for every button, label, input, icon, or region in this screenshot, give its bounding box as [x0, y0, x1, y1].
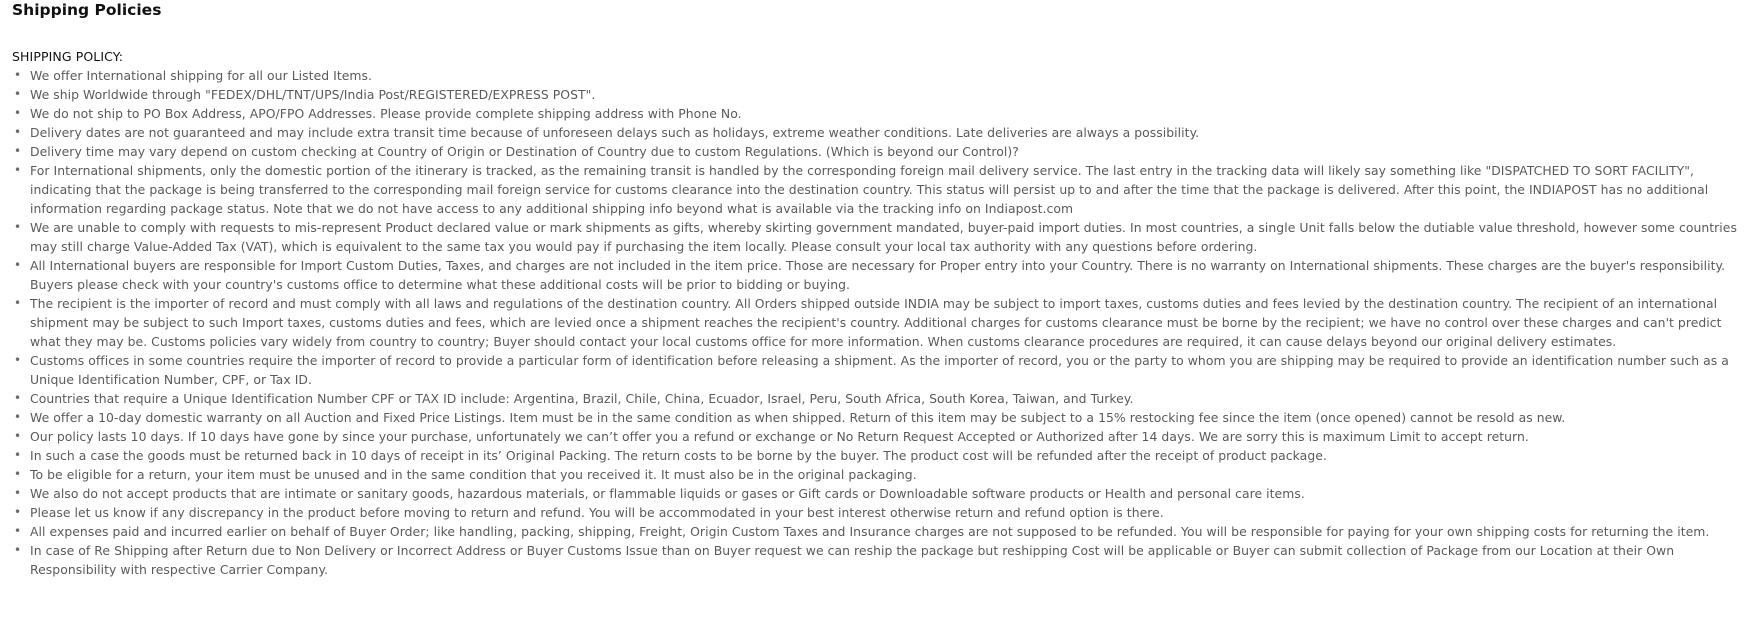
policy-item-text: In case of Re Shipping after Return due to Non Delivery or Incorrect Address or Buyer Customs Issue than on Buyer request we can reship the package but reshipping Cost will be applicable or Buyer can submit collection of Package from our Location at their Own Responsibility with respective Carrier Company. [30, 543, 1675, 577]
policy-list [12, 66, 1750, 579]
policy-item-text: Countries that require a Unique Identification Number CPF or TAX ID include: Argentina, Brazil, Chile, China, Ecuador, Israel, Peru, South Africa, South Korea, Taiwan, and Turkey. [30, 391, 1134, 406]
policy-item-text: All expenses paid and incurred earlier on behalf of Buyer Order; like handling, packing, shipping, Freight, Origin Custom Taxes and Insurance charges are not supposed to be refunded. You will be responsible for paying for your own shipping costs for returning the item. [30, 524, 1710, 539]
policy-item-text: We do not ship to PO Box Address, APO/FPO Addresses. Please provide complete shipping address with Phone No. [30, 106, 742, 121]
policy-item-text: For International shipments, only the domestic portion of the itinerary is tracked, as the remaining transit is handled by the corresponding foreign mail delivery service. The last entry in the tracking data will likely say something like "DISPATCHED TO SORT FACILITY", indicating that the package is being transferred to the corresponding mail foreign service for customs clearance into the destination country. This status will persist up to and after the time that the package is delivered. After this point, the INDIAPOST has no additional information regarding package status. Note that we do not have access to any additional shipping info beyond what is available via the tracking info on Indiapost.com [30, 163, 1709, 216]
policy-item-text: In such a case the goods must be returned back in 10 days of receipt in its’ Original Packing. The return costs to be borne by the buyer. The product cost will be refunded after the receipt of product package. [30, 448, 1327, 463]
policy-list-item [12, 446, 1750, 465]
policy-list-item [12, 218, 1750, 256]
bullet-icon: • [14, 353, 22, 367]
policy-item-text: Our policy lasts 10 days. If 10 days have gone by since your purchase, unfortunately we can’t offer you a refund or exchange or No Return Request Accepted or Authorized after 14 days. We are sorry this is maximum Limit to accept return. [30, 429, 1529, 444]
policy-list-item [12, 408, 1750, 427]
bullet-icon: • [14, 220, 22, 234]
policy-list-item [12, 123, 1750, 142]
policy-item-text: Delivery dates are not guaranteed and may include extra transit time because of unforeseen delays such as holidays, extreme weather conditions. Late deliveries are always a possibility. [30, 125, 1200, 140]
bullet-icon: • [14, 410, 22, 424]
bullet-icon: • [14, 258, 22, 272]
policy-item-text: We also do not accept products that are intimate or sanitary goods, hazardous materials, or flammable liquids or gases or Gift cards or Downloadable software products or Health and personal care items. [30, 486, 1305, 501]
bullet-icon: • [14, 87, 22, 101]
page-title: Shipping Policies [12, 1, 162, 19]
bullet-icon: • [14, 68, 22, 82]
policy-list-item [12, 85, 1750, 104]
policy-list-item [12, 465, 1750, 484]
bullet-icon: • [14, 296, 22, 310]
policy-list-item [12, 484, 1750, 503]
policy-list-item [12, 142, 1750, 161]
policy-list-item [12, 427, 1750, 446]
bullet-icon: • [14, 429, 22, 443]
policy-list-item [12, 161, 1750, 218]
policy-list-item [12, 503, 1750, 522]
policy-list-item [12, 104, 1750, 123]
bullet-icon: • [14, 125, 22, 139]
policy-item-text: We ship Worldwide through "FEDEX/DHL/TNT/UPS/India Post/REGISTERED/EXPRESS POST". [30, 87, 596, 102]
policy-item-text: All International buyers are responsible for Import Custom Duties, Taxes, and charges are not included in the item price. Those are necessary for Proper entry into your Country. There is no warranty on International shipments. These charges are the buyer's responsibility. Buyers please check with your country's customs office to determine what these additional costs will be prior to bidding or buying. [30, 258, 1726, 292]
section-heading: SHIPPING POLICY: [12, 49, 124, 64]
policy-item-text: We are unable to comply with requests to mis-represent Product declared value or mark shipments as gifts, whereby skirting government mandated, buyer-paid import duties. In most countries, a single Unit falls below the dutiable value threshold, however some countries may still charge Value-Added Tax (VAT), which is equivalent to the same tax you would pay if purchasing the item locally. Please consult your local tax authority with any questions before ordering. [30, 220, 1737, 254]
bullet-icon: • [14, 448, 22, 462]
bullet-icon: • [14, 391, 22, 405]
policy-list-item [12, 256, 1750, 294]
bullet-icon: • [14, 486, 22, 500]
policy-list-item [12, 541, 1750, 579]
policy-item-text: Please let us know if any discrepancy in the product before moving to return and refund. You will be accommodated in your best interest otherwise return and refund option is there. [30, 505, 1164, 520]
bullet-icon: • [14, 106, 22, 120]
bullet-icon: • [14, 163, 22, 177]
bullet-icon: • [14, 543, 22, 557]
policy-item-text: Customs offices in some countries require the importer of record to provide a particular form of identification before releasing a shipment. As the importer of record, you or the party to whom you are shipping may be required to provide an identification number such as a Unique Identification Number, CPF, or Tax ID. [30, 353, 1729, 387]
policy-list-item [12, 294, 1750, 351]
policy-item-text: The recipient is the importer of record and must comply with all laws and regulations of the destination country. All Orders shipped outside INDIA may be subject to import taxes, customs duties and fees levied by the destination country. The recipient of an international shipment may be subject to such Import taxes, customs duties and fees, which are levied once a shipment reaches the recipient's country. Additional charges for customs clearance must be borne by the recipient; we have no control over these charges and can't predict what they may be. Customs policies vary widely from country to country; Buyer should contact your local customs office for more information. When customs clearance procedures are required, it can cause delays beyond our original delivery estimates. [30, 296, 1722, 349]
bullet-icon: • [14, 505, 22, 519]
policy-item-text: We offer a 10-day domestic warranty on all Auction and Fixed Price Listings. Item must be in the same condition as when shipped. Return of this item may be subject to a 15% restocking fee since the item (once opened) cannot be resold as new. [30, 410, 1566, 425]
policy-item-text: We offer International shipping for all our Listed Items. [30, 68, 373, 83]
policy-list-item [12, 522, 1750, 541]
policy-list-item [12, 351, 1750, 389]
bullet-icon: • [14, 467, 22, 481]
bullet-icon: • [14, 144, 22, 158]
policy-item-text: To be eligible for a return, your item must be unused and in the same condition that you received it. It must also be in the original packaging. [30, 467, 917, 482]
policy-item-text: Delivery time may vary depend on custom checking at Country of Origin or Destination of Country due to custom Regulations. (Which is beyond our Control)? [30, 144, 1019, 159]
policy-list-item [12, 66, 1750, 85]
bullet-icon: • [14, 524, 22, 538]
policy-list-item [12, 389, 1750, 408]
